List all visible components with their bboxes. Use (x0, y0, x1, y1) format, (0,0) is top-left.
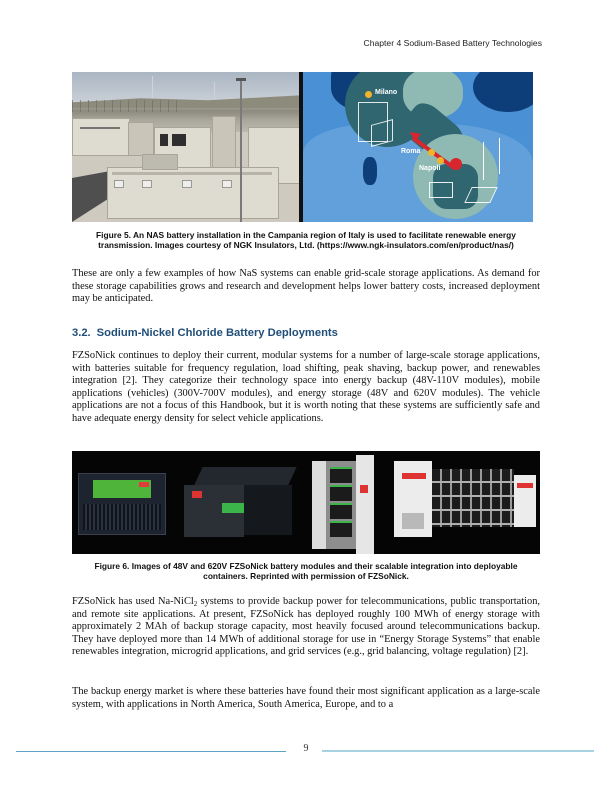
battery-cabinet (312, 455, 378, 553)
paragraph-fzsonick-deployments: FZSoNick continues to deploy their current, modular systems for a number of large-scale storage applications, with batteries suitable for frequency regulation, load shifting, peak shaving, backup power, and renewables integration [2]. They categorize their technology space into energy backup (48V-110V modules), mobile applications (vehicles) (300V-700V modules), and energy storage (48V and 620V modules). The vehicle applications are not a focus of this Handbook, but it is worth noting that these systems are sufficiently safe and have adequate energy density for select vehicle applications. (72, 350, 540, 424)
page-number: 9 (303, 743, 309, 754)
paragraph-fzsonick-backup (72, 596, 540, 659)
paragraph-backup-market: The backup energy market is where these batteries have found their most significant application as a large-scale system, with applications in North America, South America, Europe, and to a (72, 686, 540, 710)
section-title: Sodium-Nickel Chloride Battery Deployments (96, 327, 338, 339)
figure-6-caption: Figure 6. Images of 48V and 620V FZSoNick battery modules and their scalable integration into deployable containers. Reprinted with permission of FZSoNick. (94, 561, 518, 582)
city-label-roma: Roma (401, 148, 421, 155)
battery-module-48v (78, 473, 166, 535)
battery-module-620v (184, 467, 292, 539)
paragraph-text-part2: systems to provide backup power for telecommunications, public transportation, and remote site applications. At present, FZSoNick has deployed roughly 100 MWh of energy storage with approximately 2 MAh of backup storage capacity, most heavily focused around telecommunications backup. They have deployed more than 14 MWh of additional storage for use in “Energy Storage Systems” that enable renewables integration, microgrid applications, and grid services (e.g., grid balancing, voltage regulation) [2]. (72, 596, 540, 658)
battery-container (394, 461, 536, 539)
italy-map (303, 72, 533, 222)
roma-marker-icon (428, 149, 435, 156)
subscript-2: 2 (193, 600, 198, 608)
paragraph-nas-summary: These are only a few examples of how NaS systems can enable grid-scale storage applications. As demand for these storage capabilities grows and research and development helps lower battery costs, increased deployment may be anticipated. (72, 268, 540, 305)
napoli-marker-icon (437, 157, 444, 164)
running-header: Chapter 4 Sodium-Based Battery Technologies (363, 38, 542, 48)
paragraph-text-part1: FZSoNick has used Na-NiCl (72, 596, 194, 607)
figure-6 (72, 451, 540, 554)
footer-rule-right (322, 750, 594, 752)
section-number: 3.2. (72, 327, 91, 339)
figure-5 (72, 72, 533, 222)
city-label-napoli: Napoli (419, 165, 441, 172)
city-label-milano: Milano (375, 89, 398, 96)
nas-installation-photo (72, 72, 299, 222)
figure-5-caption: Figure 5. An NAS battery installation in the Campania region of Italy is used to facilitate renewable energy transmission. Images courtesy of NGK Insulators, Ltd. (https://www.ngk-insulators.com/en/product/nas/) (96, 230, 516, 251)
footer-rule-left (16, 751, 286, 752)
section-heading (72, 327, 338, 339)
milano-marker-icon (365, 91, 372, 98)
